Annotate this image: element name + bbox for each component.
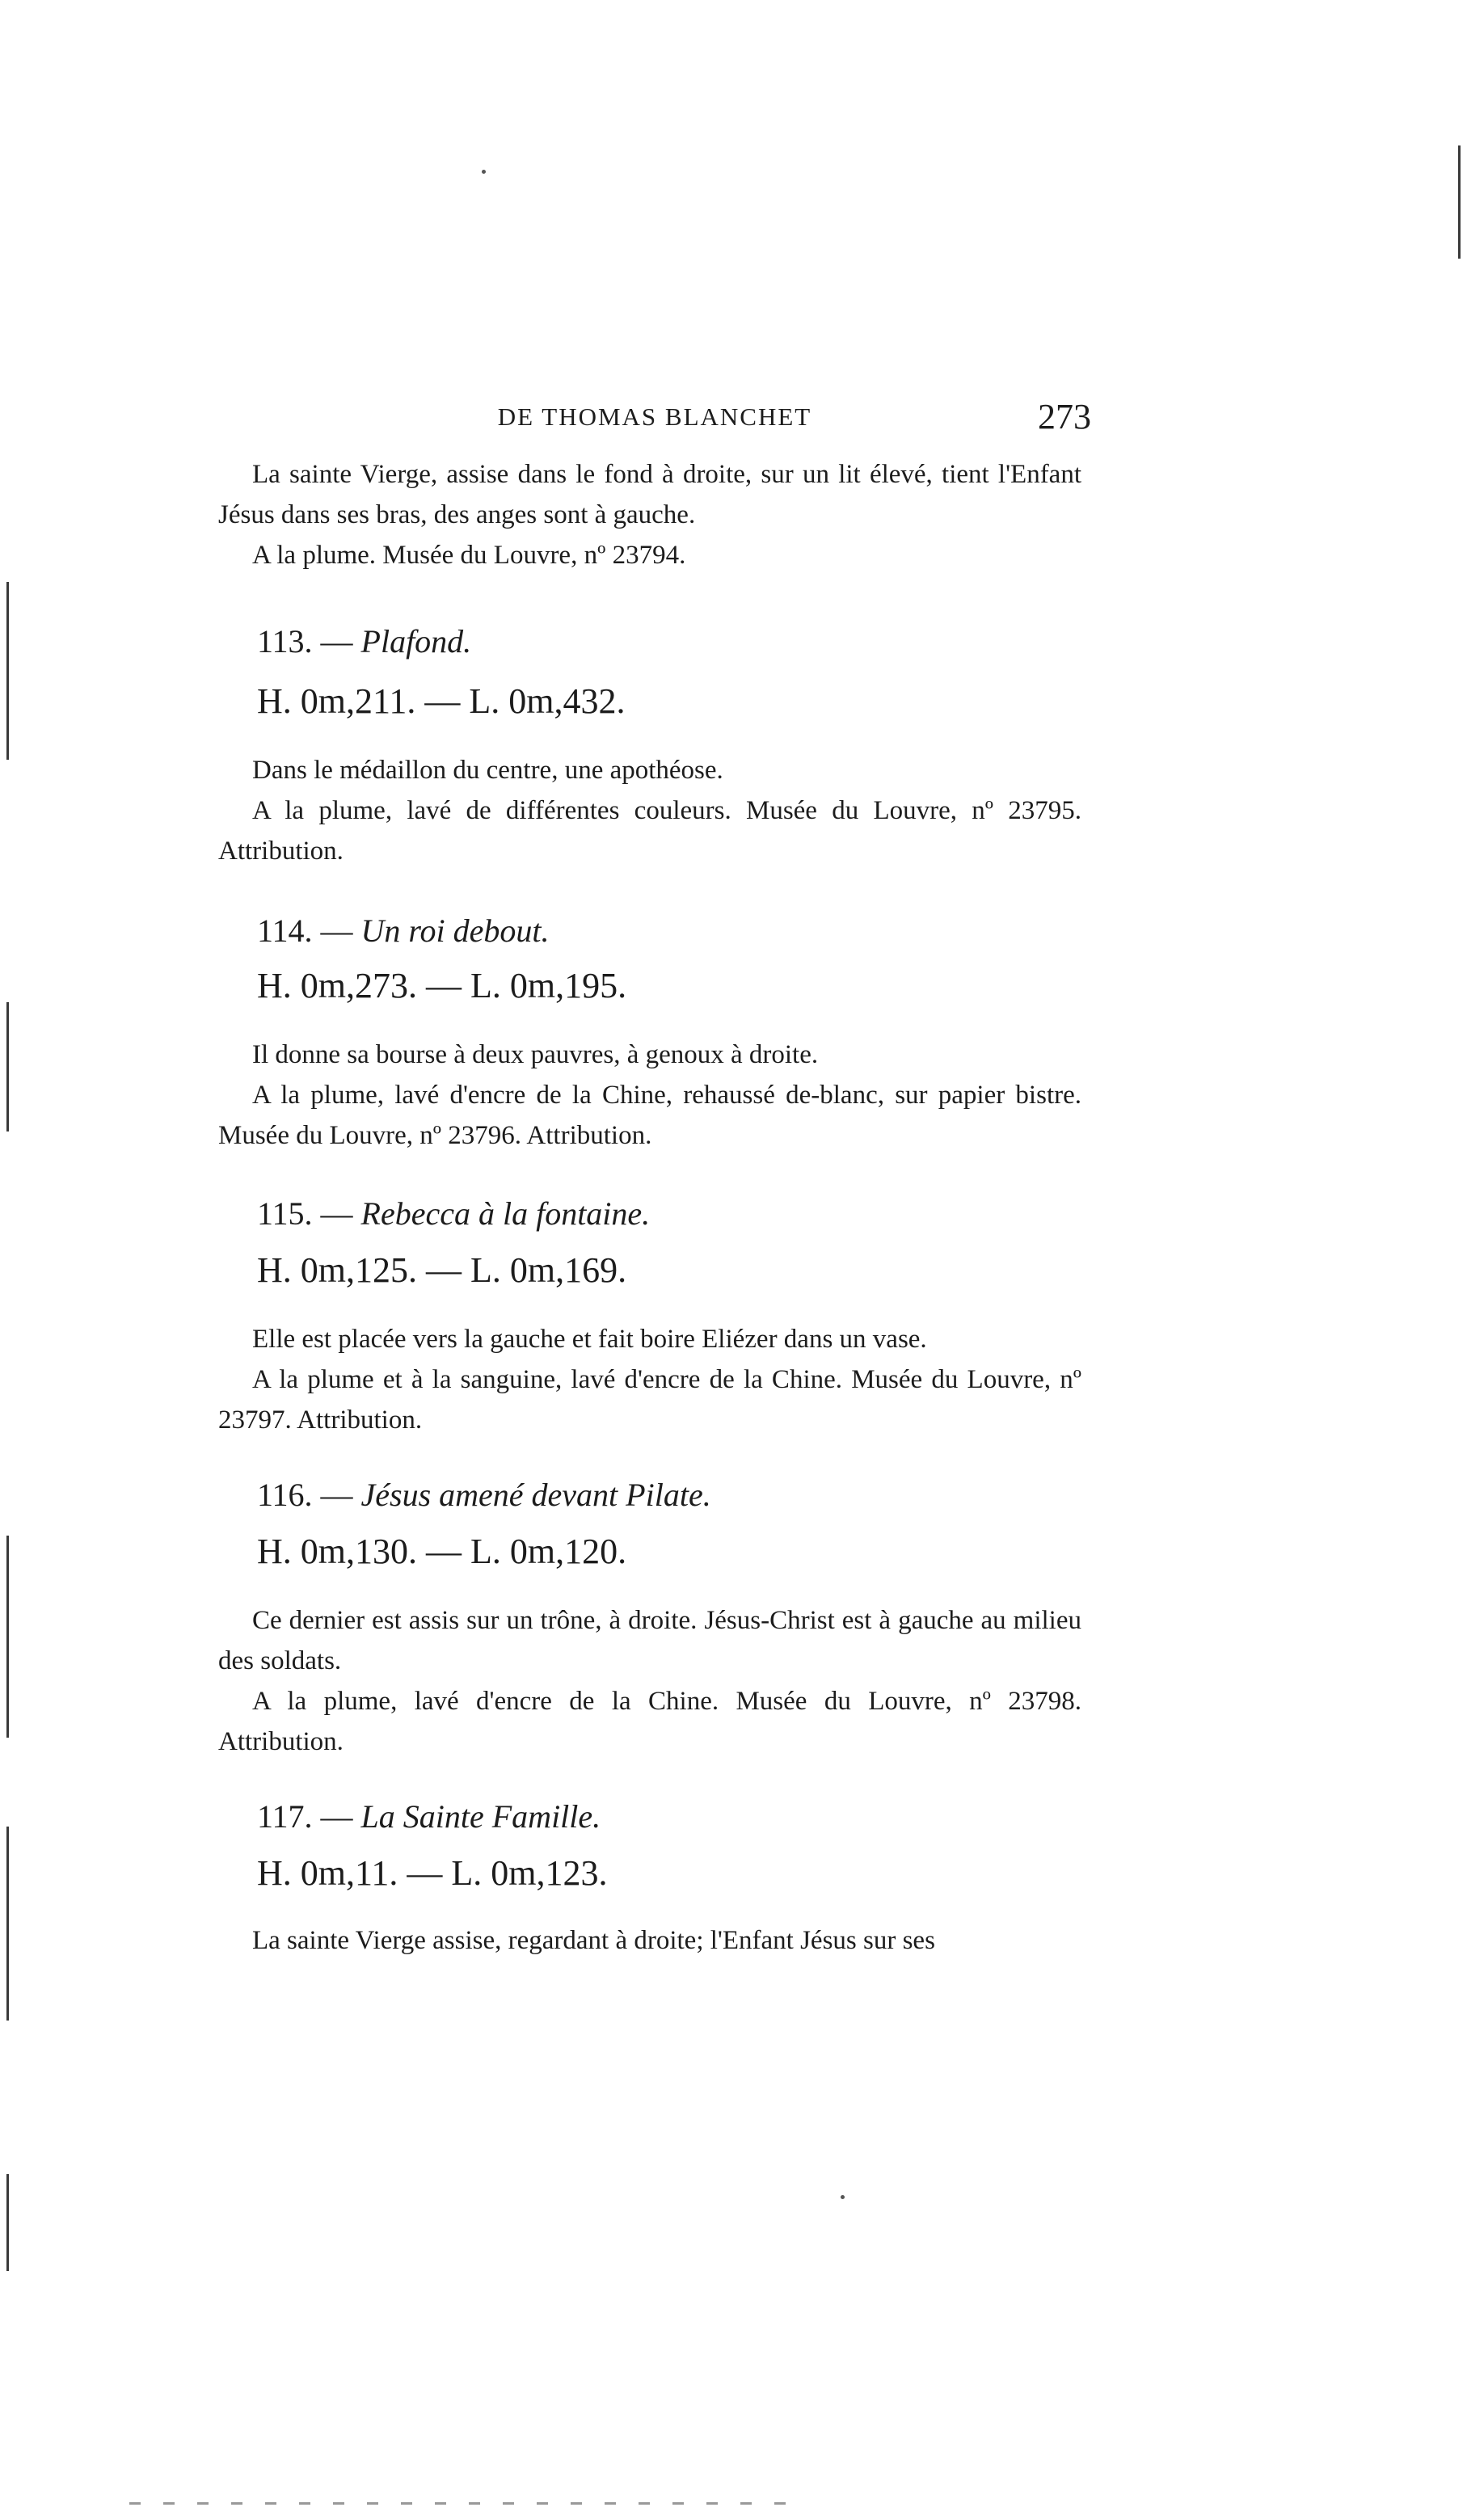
entry-text (218, 750, 1081, 871)
entry-name: Un roi debout. (360, 912, 550, 949)
entry-title (257, 1195, 650, 1233)
speck (482, 170, 486, 174)
page-number: 273 (1038, 397, 1091, 436)
entry-title (257, 1476, 711, 1514)
entry-text (218, 1600, 1081, 1762)
entry-paragraph: Elle est placée vers la gauche et fait boire Eliézer dans un vase. (252, 1325, 927, 1354)
left-margin-mark (6, 2174, 9, 2271)
entry-dimensions: H. 0m,130. — L. 0m,120. (257, 1532, 627, 1571)
entry-paragraph: A la plume, lavé d'encre de la Chine, rehaussé de-blanc, sur papier bistre. Musée du Louvre, nº 23796. Attribution. (218, 1081, 1081, 1150)
entry-paragraph: Il donne sa bourse à deux pauvres, à genoux à droite. (252, 1040, 819, 1069)
entry-title (257, 622, 471, 660)
entry-paragraph: Ce dernier est assis sur un trône, à droite. Jésus-Christ est à gauche au milieu des soldats. (218, 1606, 1081, 1675)
entry-paragraph: A la plume, lavé de différentes couleurs. Musée du Louvre, nº 23795. Attribution. (218, 796, 1081, 866)
entry-number: 114. — (257, 912, 353, 949)
intro-text (218, 454, 1081, 575)
entry-number: 115. — (257, 1195, 353, 1232)
entry-number: 117. — (257, 1798, 353, 1835)
entry-dimensions: H. 0m,125. — L. 0m,169. (257, 1250, 627, 1290)
entry-name: Plafond. (360, 623, 472, 659)
left-margin-mark (6, 1827, 9, 2021)
entry-paragraph: A la plume et à la sanguine, lavé d'encre de la Chine. Musée du Louvre, nº 23797. Attribution. (218, 1365, 1081, 1435)
intro-paragraph: A la plume. Musée du Louvre, nº 23794. (252, 541, 686, 570)
speck (841, 2195, 845, 2199)
entry-text (218, 1920, 1081, 1961)
entry-dimensions: H. 0m,11. — L. 0m,123. (257, 1853, 608, 1893)
entry-name: La Sainte Famille. (360, 1798, 601, 1835)
entry-number: 116. — (257, 1477, 353, 1513)
entry-dimensions: H. 0m,211. — L. 0m,432. (257, 681, 626, 721)
entry-paragraph: A la plume, lavé d'encre de la Chine. Musée du Louvre, nº 23798. Attribution. (218, 1687, 1081, 1756)
right-margin-mark (1458, 145, 1461, 259)
entry-paragraph: La sainte Vierge assise, regardant à droite; l'Enfant Jésus sur ses (252, 1926, 935, 1955)
left-margin-mark (6, 1536, 9, 1738)
entry-dimensions: H. 0m,273. — L. 0m,195. (257, 966, 627, 1005)
entry-paragraph: Dans le médaillon du centre, une apothéose. (252, 756, 723, 785)
bottom-edge-artifact (129, 2502, 808, 2505)
running-head (218, 396, 1091, 445)
entry-number: 113. — (257, 623, 353, 659)
left-margin-mark (6, 582, 9, 760)
entry-name: Jésus amené devant Pilate. (360, 1477, 711, 1513)
running-title: DE THOMAS BLANCHET (497, 402, 812, 431)
intro-paragraph: La sainte Vierge, assise dans le fond à droite, sur un lit élevé, tient l'Enfant Jésus dans ses bras, des anges sont à gauche. (218, 460, 1081, 529)
entry-title (257, 912, 549, 950)
entry-text (218, 1035, 1081, 1156)
entry-title (257, 1797, 601, 1835)
left-margin-mark (6, 1002, 9, 1131)
entry-name: Rebecca à la fontaine. (360, 1195, 651, 1232)
entry-text (218, 1319, 1081, 1440)
